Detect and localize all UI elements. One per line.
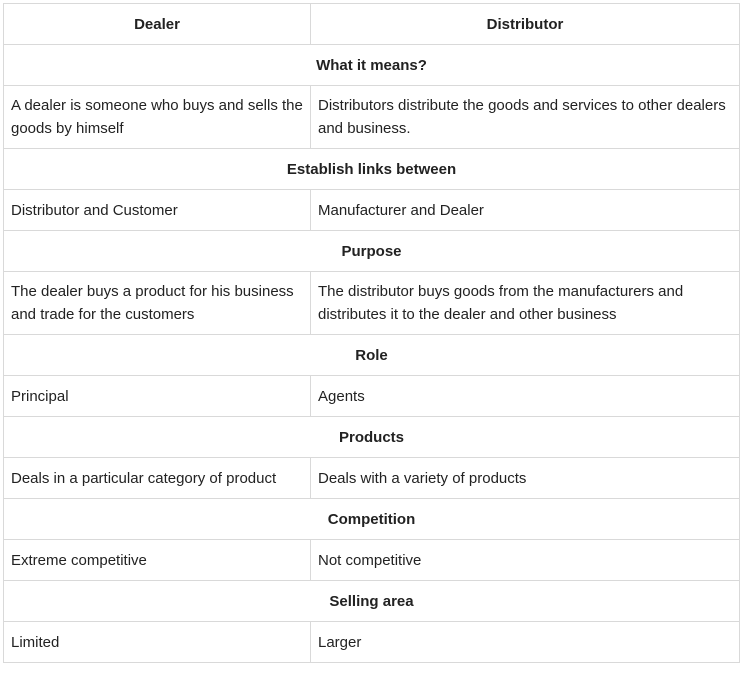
- section-row: [4, 149, 740, 190]
- distributor-cell: Not competitive: [311, 540, 740, 581]
- column-header-distributor: Distributor: [311, 4, 740, 45]
- table-row: [4, 458, 740, 499]
- section-title-purpose: Purpose: [4, 231, 740, 272]
- section-title-competition: Competition: [4, 499, 740, 540]
- dealer-cell: Principal: [4, 376, 311, 417]
- column-header-dealer: Dealer: [4, 4, 311, 45]
- section-row: [4, 417, 740, 458]
- dealer-cell: Deals in a particular category of product: [4, 458, 311, 499]
- table-row: [4, 622, 740, 663]
- section-title-selling-area: Selling area: [4, 581, 740, 622]
- distributor-cell: Larger: [311, 622, 740, 663]
- table-row: [4, 540, 740, 581]
- table-row: [4, 376, 740, 417]
- section-row: [4, 335, 740, 376]
- distributor-cell: Agents: [311, 376, 740, 417]
- table-row: [4, 272, 740, 335]
- table-row: [4, 86, 740, 149]
- section-row: [4, 231, 740, 272]
- section-row: [4, 45, 740, 86]
- section-title-establish-links: Establish links between: [4, 149, 740, 190]
- distributor-cell: Manufacturer and Dealer: [311, 190, 740, 231]
- dealer-cell: A dealer is someone who buys and sells the goods by himself: [4, 86, 311, 149]
- distributor-cell: Deals with a variety of products: [311, 458, 740, 499]
- dealer-cell: Limited: [4, 622, 311, 663]
- distributor-cell: Distributors distribute the goods and services to other dealers and business.: [311, 86, 740, 149]
- dealer-cell: Extreme competitive: [4, 540, 311, 581]
- section-title-role: Role: [4, 335, 740, 376]
- dealer-vs-distributor-table: [3, 3, 740, 663]
- table-header-row: [4, 4, 740, 45]
- dealer-cell: The dealer buys a product for his business and trade for the customers: [4, 272, 311, 335]
- section-title-products: Products: [4, 417, 740, 458]
- section-row: [4, 581, 740, 622]
- section-title-what-it-means: What it means?: [4, 45, 740, 86]
- section-row: [4, 499, 740, 540]
- dealer-cell: Distributor and Customer: [4, 190, 311, 231]
- table-row: [4, 190, 740, 231]
- distributor-cell: The distributor buys goods from the manufacturers and distributes it to the dealer and other business: [311, 272, 740, 335]
